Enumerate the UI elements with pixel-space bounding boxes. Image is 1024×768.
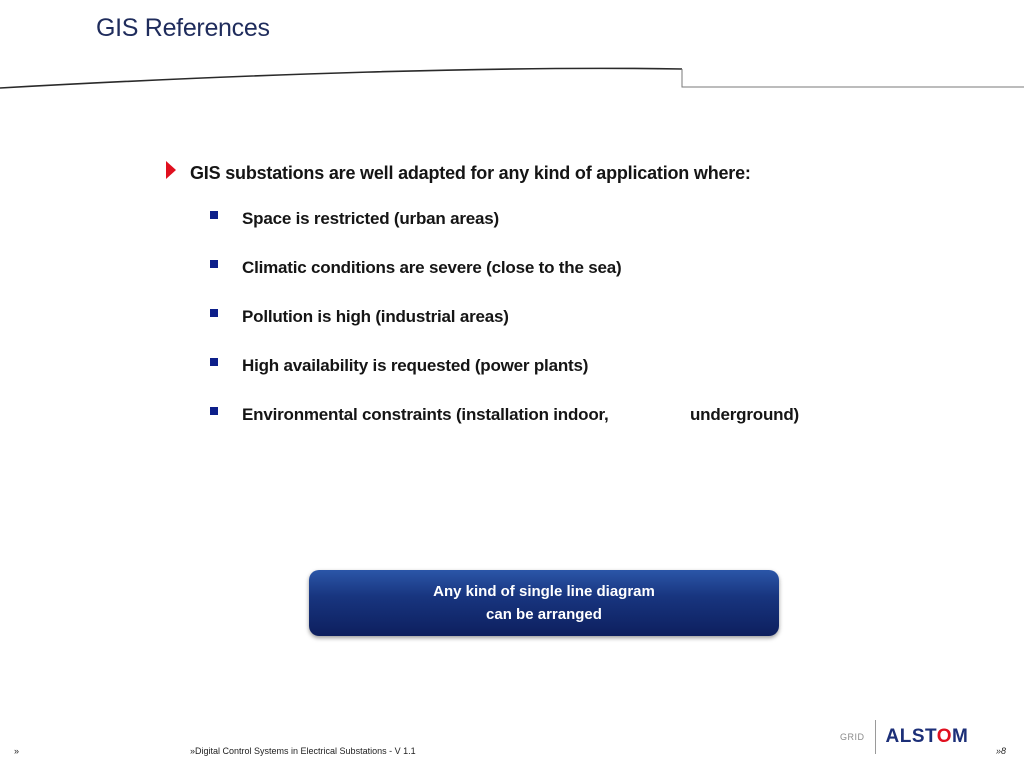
blue-square-bullet-icon bbox=[210, 358, 218, 366]
list-item bbox=[166, 243, 986, 292]
callout-box bbox=[309, 570, 779, 636]
brand-text-start: ALST bbox=[885, 726, 937, 747]
list-item-text: Space is restricted (urban areas) bbox=[242, 208, 500, 228]
list-item bbox=[166, 292, 986, 341]
blue-square-bullet-icon bbox=[210, 309, 218, 317]
list-item bbox=[166, 341, 986, 390]
blue-square-bullet-icon bbox=[210, 260, 218, 268]
blue-square-bullet-icon bbox=[210, 407, 218, 415]
blue-square-bullet-icon bbox=[210, 211, 218, 219]
list-item-text: Environmental constraints (installation indoor, underground) bbox=[242, 404, 799, 424]
list-item bbox=[166, 390, 986, 439]
header-divider bbox=[0, 60, 1024, 92]
red-arrow-bullet-icon bbox=[166, 161, 176, 179]
brand-wordmark bbox=[886, 726, 969, 748]
brand-text-o: O bbox=[936, 726, 953, 747]
list-item bbox=[166, 194, 986, 243]
footer-doc-title: »Digital Control Systems in Electrical Substations - V 1.1 bbox=[190, 746, 416, 756]
list-item-text: Pollution is high (industrial areas) bbox=[242, 306, 509, 326]
brand-text-end: M bbox=[952, 726, 969, 747]
footer-marker: » bbox=[14, 746, 20, 756]
logo-divider bbox=[875, 720, 876, 754]
list-item-text: High availability is requested (power plants) bbox=[242, 355, 589, 375]
page-title: GIS References bbox=[96, 14, 270, 42]
grid-label: GRID bbox=[840, 732, 865, 742]
bullet-content bbox=[166, 156, 986, 439]
callout-line-2: can be arranged bbox=[486, 606, 602, 623]
alstom-logo bbox=[840, 720, 968, 754]
page-number: »8 bbox=[996, 746, 1007, 756]
lead-bullet bbox=[166, 156, 986, 190]
callout-line-1: Any kind of single line diagram bbox=[433, 583, 655, 600]
list-item-text: Climatic conditions are severe (close to the sea) bbox=[242, 257, 622, 277]
lead-text: GIS substations are well adapted for any kind of application where: bbox=[190, 162, 751, 183]
